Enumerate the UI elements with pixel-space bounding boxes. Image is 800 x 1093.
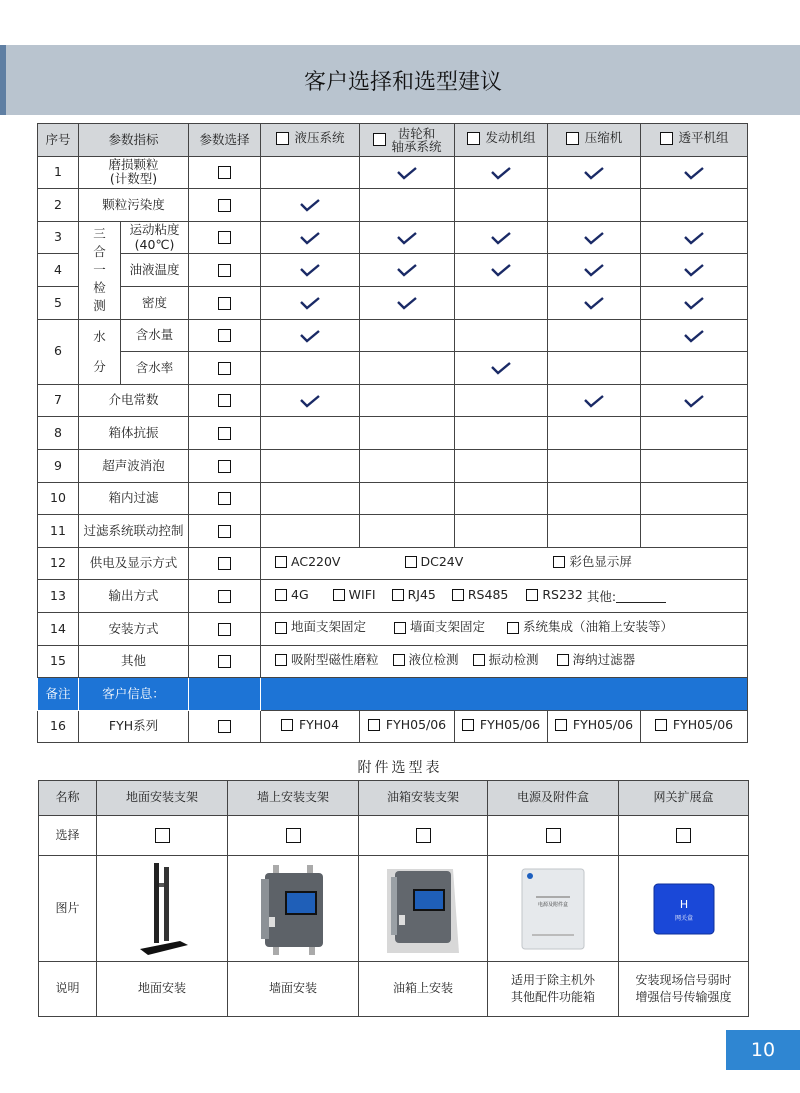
checkbox[interactable]	[655, 719, 667, 731]
check-cell	[455, 254, 548, 287]
checkbox[interactable]	[218, 362, 231, 375]
check-mark-icon	[396, 296, 418, 310]
row-number: 4	[38, 254, 79, 287]
checkbox[interactable]	[553, 556, 565, 568]
table-row	[38, 254, 748, 287]
checkbox[interactable]	[393, 654, 405, 666]
checkbox[interactable]	[155, 828, 170, 843]
checkbox[interactable]	[394, 622, 406, 634]
table-row	[38, 384, 748, 417]
checkbox[interactable]	[218, 297, 231, 310]
checkbox[interactable]	[275, 556, 287, 568]
check-cell	[360, 515, 455, 548]
check-mark-icon	[583, 166, 605, 180]
check-cell	[641, 189, 748, 222]
check-cell	[641, 221, 748, 254]
header-system-2: 发动机组	[455, 124, 548, 157]
check-cell	[548, 352, 641, 385]
check-cell	[548, 417, 641, 450]
checkbox[interactable]	[281, 719, 293, 731]
gateway-box-image	[649, 878, 719, 940]
checkbox[interactable]	[526, 589, 538, 601]
check-cell	[455, 286, 548, 319]
check-cell	[641, 449, 748, 482]
wall-mount-image	[255, 861, 331, 957]
check-cell	[548, 515, 641, 548]
check-mark-icon	[396, 263, 418, 277]
checkbox[interactable]	[218, 655, 231, 668]
check-mark-icon	[683, 166, 705, 180]
check-mark-icon	[490, 361, 512, 375]
box-label-small: 电源及附件盒	[537, 901, 569, 908]
checkbox[interactable]	[333, 589, 345, 601]
checkbox[interactable]	[676, 828, 691, 843]
check-cell	[641, 319, 748, 352]
check-cell	[641, 352, 748, 385]
checkbox[interactable]	[218, 199, 231, 212]
check-cell	[641, 254, 748, 287]
checkbox[interactable]	[218, 623, 231, 636]
checkbox[interactable]	[392, 589, 404, 601]
checkbox[interactable]	[660, 132, 673, 145]
check-cell	[360, 417, 455, 450]
table-row	[38, 319, 748, 352]
check-cell	[455, 319, 548, 352]
check-cell	[455, 482, 548, 515]
param-label: 油液温度	[121, 254, 189, 287]
check-cell	[261, 286, 360, 319]
checkbox[interactable]	[218, 492, 231, 505]
check-mark-icon	[683, 263, 705, 277]
table-header	[38, 124, 748, 157]
accessory-title: 附件选型表	[357, 760, 443, 776]
check-mark-icon	[299, 394, 321, 408]
check-cell	[641, 286, 748, 319]
check-cell	[261, 156, 360, 189]
checkbox[interactable]	[275, 654, 287, 666]
check-mark-icon	[490, 263, 512, 277]
param-label: 颗粒污染度	[79, 189, 189, 222]
checkbox[interactable]	[218, 231, 231, 244]
checkbox[interactable]	[566, 132, 579, 145]
check-cell	[455, 221, 548, 254]
table-row-14: 14 安装方式 地面支架固定 墙面支架固定 系统集成（油箱上安装等）	[38, 612, 748, 645]
check-cell	[360, 286, 455, 319]
row-number: 6	[38, 319, 79, 384]
header-param: 参数指标	[79, 124, 189, 157]
table-row-15: 15 其他 吸附型磁性磨粒 液位检测 振动检测 海纳过滤器	[38, 645, 748, 678]
check-cell	[641, 156, 748, 189]
page-title: 客户选择和选型建议	[303, 70, 502, 95]
customer-info-field[interactable]	[261, 678, 748, 711]
check-mark-icon	[583, 394, 605, 408]
param-label: 运动粘度 (40℃)	[121, 221, 189, 254]
check-cell	[261, 515, 360, 548]
check-mark-icon	[299, 329, 321, 343]
gateway-label-small: 网关盒	[674, 914, 693, 922]
checkbox[interactable]	[405, 556, 417, 568]
check-cell	[360, 482, 455, 515]
param-label: 介电常数	[79, 384, 189, 417]
page-number: 10	[726, 1030, 800, 1070]
check-cell	[548, 156, 641, 189]
checkbox[interactable]	[286, 828, 301, 843]
check-cell	[548, 384, 641, 417]
check-cell	[455, 189, 548, 222]
checkbox[interactable]	[218, 427, 231, 440]
accessory-header: 名称 地面安装支架 墙上安装支架 油箱安装支架 电源及附件盒 网关扩展盒	[39, 781, 749, 816]
row-number: 9	[38, 449, 79, 482]
row-number: 2	[38, 189, 79, 222]
header-select: 参数选择	[189, 124, 261, 157]
table-row	[38, 221, 748, 254]
row-number: 1	[38, 156, 79, 189]
table-row	[38, 286, 748, 319]
check-cell	[548, 286, 641, 319]
check-cell	[641, 384, 748, 417]
checkbox[interactable]	[218, 166, 231, 179]
check-mark-icon	[490, 231, 512, 245]
check-cell	[360, 156, 455, 189]
check-cell	[455, 515, 548, 548]
check-cell	[548, 254, 641, 287]
group-water: 水 分	[79, 319, 121, 384]
check-cell	[455, 449, 548, 482]
check-cell	[261, 482, 360, 515]
table-row	[38, 417, 748, 450]
check-cell	[261, 221, 360, 254]
table-row-16: 16 FYH系列 FYH04 FYH05/06 FYH05/06 FYH05/06 FYH05/06	[38, 710, 748, 743]
check-cell	[548, 449, 641, 482]
checkbox[interactable]	[218, 590, 231, 603]
check-mark-icon	[299, 198, 321, 212]
checkbox[interactable]	[218, 329, 231, 342]
checkbox[interactable]	[218, 720, 231, 733]
accessory-desc-row: 说明 地面安装 墙面安装 油箱上安装 适用于除主机外 其他配件功能箱 安装现场信号弱时 增强信号传输强度	[39, 962, 749, 1017]
accessory-table	[38, 780, 749, 1017]
check-cell	[261, 319, 360, 352]
table-row	[38, 482, 748, 515]
checkbox[interactable]	[275, 622, 287, 634]
check-cell	[261, 352, 360, 385]
checkbox[interactable]	[218, 394, 231, 407]
table-row-12: 12 供电及显示方式 AC220V DC24V 彩色显示屏	[38, 547, 748, 580]
row-number: 3	[38, 221, 79, 254]
checkbox[interactable]	[368, 719, 380, 731]
checkbox[interactable]	[275, 589, 287, 601]
checkbox[interactable]	[555, 719, 567, 731]
check-cell	[360, 254, 455, 287]
check-cell	[548, 189, 641, 222]
header-system-3: 压缩机	[548, 124, 641, 157]
note-row: 备注 客户信息：	[38, 678, 748, 711]
checkbox[interactable]	[473, 654, 485, 666]
checkbox[interactable]	[218, 557, 231, 570]
table-row	[38, 156, 748, 189]
svg-text:H: H	[679, 897, 688, 911]
row-number: 5	[38, 286, 79, 319]
checkbox[interactable]	[218, 264, 231, 277]
table-row	[38, 515, 748, 548]
param-label: 箱体抗振	[79, 417, 189, 450]
check-cell	[360, 189, 455, 222]
power-box-image	[518, 866, 588, 952]
param-label: 超声波消泡	[79, 449, 189, 482]
checkbox[interactable]	[507, 622, 519, 634]
checkbox[interactable]	[218, 460, 231, 473]
row-number: 11	[38, 515, 79, 548]
param-label: 密度	[121, 286, 189, 319]
check-mark-icon	[396, 166, 418, 180]
param-label: 过滤系统联动控制	[79, 515, 189, 548]
check-cell	[641, 417, 748, 450]
check-cell	[360, 221, 455, 254]
row-number: 7	[38, 384, 79, 417]
param-label: 含水率	[121, 352, 189, 385]
check-cell	[261, 254, 360, 287]
check-mark-icon	[583, 231, 605, 245]
accessory-picture-row: 图片 电源及附件盒 H 网关盒	[39, 856, 749, 962]
param-label: 含水量	[121, 319, 189, 352]
check-cell	[548, 221, 641, 254]
check-mark-icon	[490, 166, 512, 180]
check-mark-icon	[299, 296, 321, 310]
check-cell	[360, 319, 455, 352]
check-cell	[455, 156, 548, 189]
check-mark-icon	[683, 231, 705, 245]
check-cell	[641, 482, 748, 515]
check-cell	[261, 417, 360, 450]
floor-stand-image	[132, 861, 192, 957]
check-cell	[548, 319, 641, 352]
header-system-0: 液压系统	[261, 124, 360, 157]
check-cell	[360, 352, 455, 385]
check-cell	[548, 482, 641, 515]
param-label: 箱内过滤	[79, 482, 189, 515]
checkbox[interactable]	[416, 828, 431, 843]
accessory-select-row: 选择	[39, 816, 749, 856]
checkbox[interactable]	[452, 589, 464, 601]
check-mark-icon	[683, 394, 705, 408]
header-no: 序号	[38, 124, 79, 157]
check-cell	[360, 384, 455, 417]
check-mark-icon	[683, 329, 705, 343]
check-cell	[261, 384, 360, 417]
selection-table	[37, 123, 748, 743]
check-cell	[261, 189, 360, 222]
table-row	[38, 189, 748, 222]
check-cell	[455, 417, 548, 450]
tank-mount-image	[383, 861, 463, 957]
checkbox[interactable]	[462, 719, 474, 731]
table-row	[38, 352, 748, 385]
table-row-13: 13 输出方式 4G WIFI RJ45 RS485 RS232 其他:	[38, 580, 748, 613]
header-system-1: 齿轮和 轴承系统	[360, 124, 455, 157]
checkbox[interactable]	[276, 132, 289, 145]
check-cell	[261, 449, 360, 482]
param-label: 磨损颗粒 (计数型)	[79, 156, 189, 189]
row-number: 8	[38, 417, 79, 450]
checkbox[interactable]	[557, 654, 569, 666]
row-number: 10	[38, 482, 79, 515]
check-cell	[455, 352, 548, 385]
check-cell	[360, 449, 455, 482]
title-banner	[0, 45, 800, 115]
check-mark-icon	[299, 263, 321, 277]
check-mark-icon	[396, 231, 418, 245]
check-mark-icon	[583, 263, 605, 277]
table-row	[38, 449, 748, 482]
group-three-in-one: 三 合 一 检 测	[79, 221, 121, 319]
header-system-4: 透平机组	[641, 124, 748, 157]
check-cell	[455, 384, 548, 417]
check-mark-icon	[299, 231, 321, 245]
check-cell	[641, 515, 748, 548]
check-mark-icon	[683, 296, 705, 310]
checkbox[interactable]	[218, 525, 231, 538]
check-mark-icon	[583, 296, 605, 310]
other-input[interactable]	[616, 593, 666, 603]
checkbox[interactable]	[467, 132, 480, 145]
checkbox[interactable]	[546, 828, 561, 843]
checkbox[interactable]	[373, 133, 386, 146]
